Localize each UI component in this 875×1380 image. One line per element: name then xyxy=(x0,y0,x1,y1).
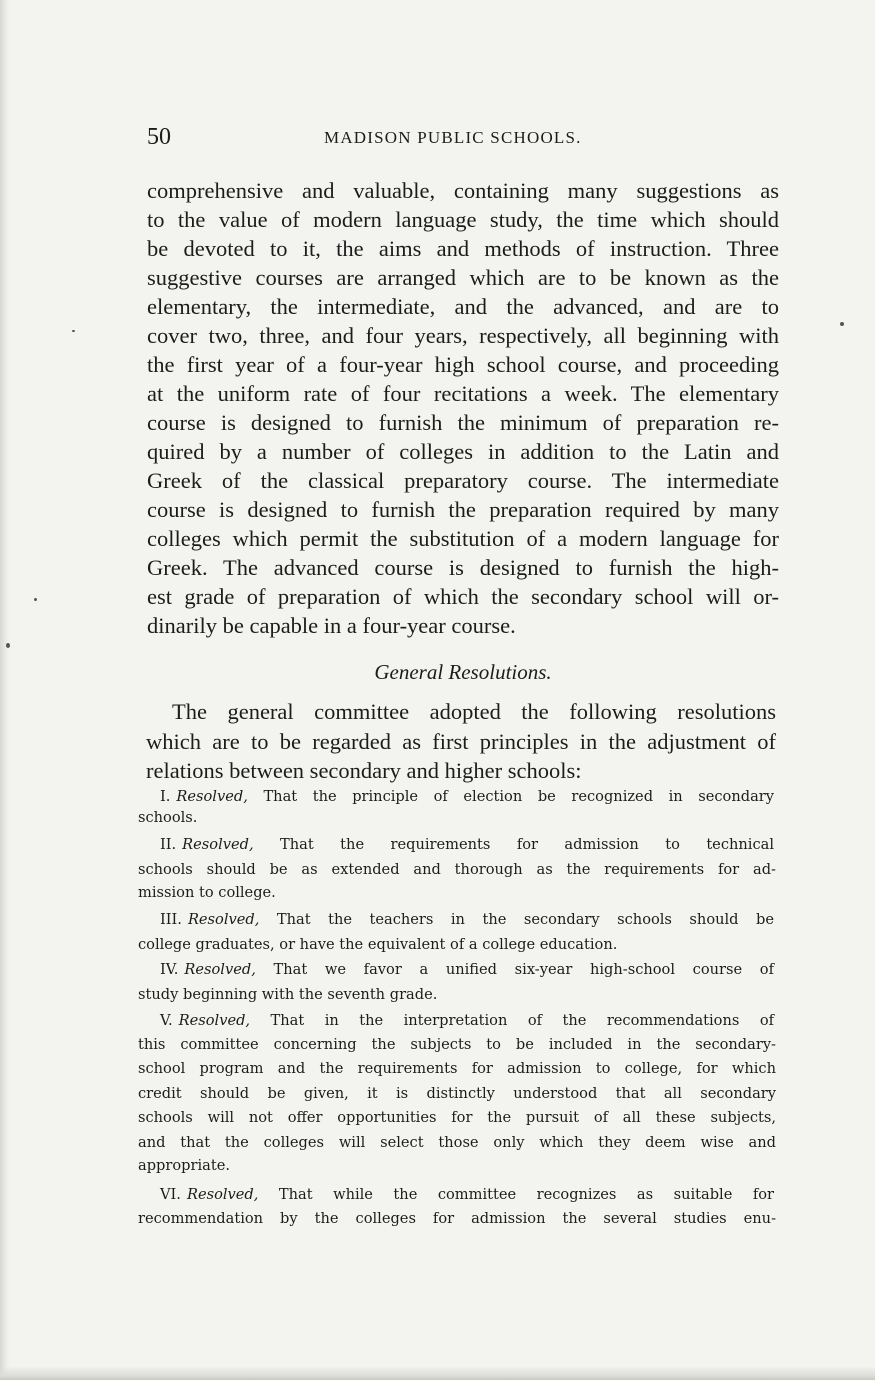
body-line: suggestive courses are arranged which are to be known as the xyxy=(147,265,779,290)
body-line: Greek of the classical preparatory course. The intermediate xyxy=(147,468,779,493)
body-line: Greek. The advanced course is designed to furnish the high- xyxy=(147,555,779,580)
resolution-numeral: II. xyxy=(160,836,177,853)
body-line: comprehensive and valuable, containing many suggestions as xyxy=(147,178,779,203)
resolution-first-line xyxy=(160,833,774,856)
resolution-line: college graduates, or have the equivalent of a college education. xyxy=(138,936,618,953)
resolution-first-line xyxy=(160,958,774,981)
resolved-label: Resolved, xyxy=(182,836,254,853)
page-header xyxy=(147,124,779,152)
scan-speck xyxy=(72,330,75,332)
resolved-label: Resolved, xyxy=(178,1012,251,1029)
resolution-line: schools. xyxy=(138,809,198,826)
resolution-line: school program and the requirements for admission to college, for which xyxy=(138,1060,776,1077)
body-line: be devoted to it, the aims and methods of instruction. Three xyxy=(147,236,779,261)
resolution-numeral: VI. xyxy=(160,1186,181,1203)
resolution-line: credit should be given, it is distinctly understood that all secondary xyxy=(138,1085,776,1102)
scan-speck xyxy=(6,643,10,648)
page-number: 50 xyxy=(147,124,171,150)
resolution-line: mission to college. xyxy=(138,884,276,901)
resolution-line: and that the colleges will select those only which they deem wise and xyxy=(138,1134,776,1151)
resolution-first-line xyxy=(160,785,774,808)
resolution-numeral: V. xyxy=(160,1012,173,1029)
resolution-line: schools will not offer opportunities for the pursuit of all these subjects, xyxy=(138,1109,776,1126)
body-line: colleges which permit the substitution of a modern language for xyxy=(147,526,779,551)
body-line: course is designed to furnish the minimum of preparation re- xyxy=(147,410,779,435)
running-head: MADISON PUBLIC SCHOOLS. xyxy=(324,128,582,147)
resolved-label: Resolved, xyxy=(186,1186,259,1203)
body-line: to the value of modern language study, the time which should xyxy=(147,207,779,232)
resolution-first-line xyxy=(160,908,774,931)
body-line: cover two, three, and four years, respectively, all beginning with xyxy=(147,323,779,348)
intro-line: which are to be regarded as first principles in the adjustment of xyxy=(146,729,776,754)
intro-line: relations between secondary and higher schools: xyxy=(146,758,582,783)
resolution-numeral: I. xyxy=(160,788,171,805)
scan-speck xyxy=(34,598,37,601)
body-line: at the uniform rate of four recitations a week. The elementary xyxy=(147,381,779,406)
resolution-line: schools should be as extended and thorough as the requirements for ad- xyxy=(138,861,776,878)
resolution-text: That the teachers in the secondary schools should be xyxy=(276,911,775,928)
resolution-numeral: III. xyxy=(160,911,182,928)
body-line: course is designed to furnish the preparation required by many xyxy=(147,497,779,522)
scan-speck xyxy=(840,322,844,326)
resolution-text: That in the interpretation of the recommendations of xyxy=(270,1012,775,1029)
resolution-text: That the principle of election be recognized in secondary xyxy=(263,788,775,805)
resolution-text: That the requirements for admission to technical xyxy=(280,836,774,853)
intro-line: The general committee adopted the following resolutions xyxy=(172,699,776,724)
resolution-first-line xyxy=(160,1009,774,1032)
resolution-line: appropriate. xyxy=(138,1157,230,1174)
resolution-line: recommendation by the colleges for admission the several studies enu- xyxy=(138,1210,776,1227)
resolved-label: Resolved, xyxy=(187,911,260,928)
body-line: dinarily be capable in a four-year course. xyxy=(147,613,516,638)
page-left-edge xyxy=(0,0,10,1380)
resolution-line: study beginning with the seventh grade. xyxy=(138,986,438,1003)
body-line: est grade of preparation of which the secondary school will or- xyxy=(147,584,779,609)
resolved-label: Resolved, xyxy=(184,961,256,978)
resolved-label: Resolved, xyxy=(176,788,248,805)
body-line: the first year of a four-year high school course, and proceeding xyxy=(147,352,779,377)
page-bottom-edge xyxy=(0,1366,875,1380)
section-heading: General Resolutions. xyxy=(374,660,552,684)
body-line: quired by a number of colleges in addition to the Latin and xyxy=(147,439,779,464)
resolution-text: That we favor a unified six-year high-school course of xyxy=(273,961,774,978)
resolution-first-line xyxy=(160,1183,774,1206)
resolution-line: this committee concerning the subjects to be included in the secondary- xyxy=(138,1036,776,1053)
resolution-text: That while the committee recognizes as suitable for xyxy=(278,1186,775,1203)
body-line: elementary, the intermediate, and the advanced, and are to xyxy=(147,294,779,319)
resolution-numeral: IV. xyxy=(160,961,179,978)
